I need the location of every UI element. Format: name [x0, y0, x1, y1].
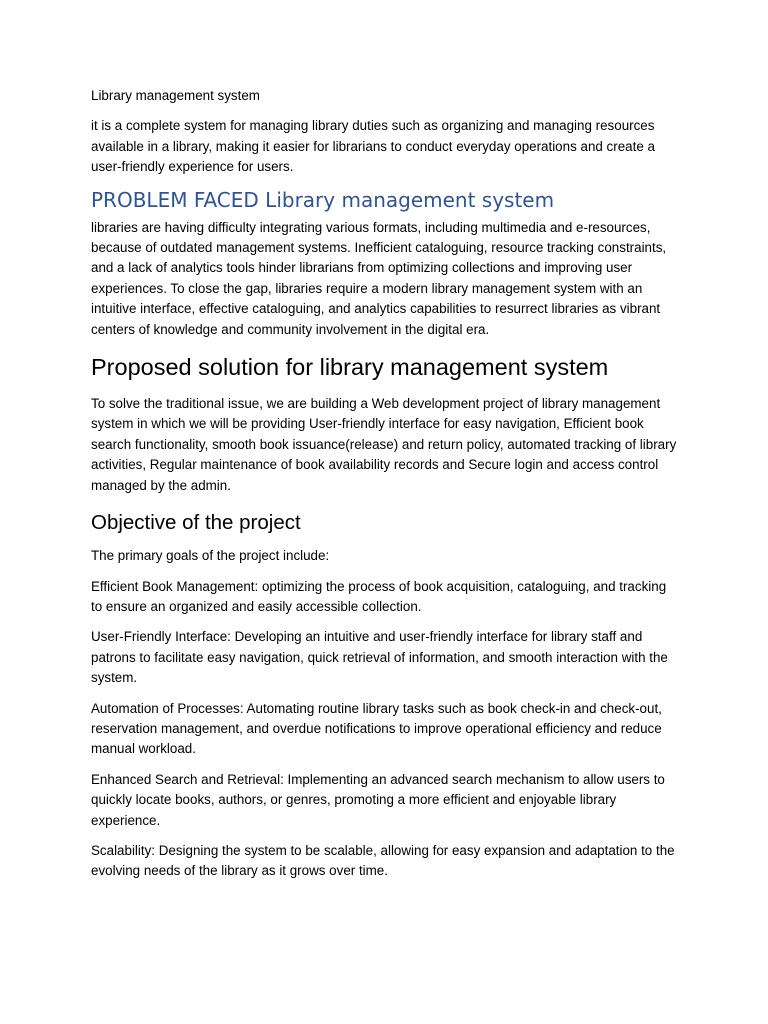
problem-heading: PROBLEM FACED Library management system	[91, 187, 555, 212]
document-title: Library management system	[91, 88, 260, 103]
objective-item: Efficient Book Management: optimizing the process of book acquisition, cataloguing, and tracking to ensure an organized and easily accessible collection.	[91, 578, 667, 614]
objective-intro: The primary goals of the project include:	[91, 548, 330, 564]
objective-item: Automation of Processes: Automating routine library tasks such as book check-in and check-out, reservation management, and overdue notifications to improve operational efficiency and reduce manual workload.	[91, 700, 662, 757]
intro-paragraph: it is a complete system for managing library duties such as organizing and managing resources available in a library, making it easier for librarians to conduct everyday operations and create a user-friendly experience for users.	[91, 118, 655, 175]
objective-item: User-Friendly Interface: Developing an intuitive and user-friendly interface for library staff and patrons to facilitate easy navigation, quick retrieval of information, and smooth interaction with the system.	[91, 629, 668, 686]
objective-item: Enhanced Search and Retrieval: Implementing an advanced search mechanism to allow users to quickly locate books, authors, or genres, promoting a more efficient and enjoyable library experience.	[91, 771, 665, 828]
objective-heading: Objective of the project	[91, 511, 301, 535]
document-page	[91, 86, 681, 892]
problem-paragraph: libraries are having difficulty integrating various formats, including multimedia and e-resources, because of outdated management systems. Inefficient cataloguing, resource tracking constraints, and a lack of analytics tools hinder librarians from optimizing collections and improving user experiences. To close the gap, libraries require a modern library management system with an intuitive interface, effective cataloguing, and analytics capabilities to resurrect libraries as vibrant centers of knowledge and community involvement in the digital era.	[91, 219, 667, 337]
solution-heading: Proposed solution for library management system	[91, 354, 609, 381]
solution-paragraph: To solve the traditional issue, we are building a Web development project of library management system in which we will be providing User-friendly interface for easy navigation, Efficient book search functionality, smooth book issuance(release) and return policy, automated tracking of library activities, Regular maintenance of book availability records and Secure login and access control managed by the admin.	[91, 396, 677, 493]
objective-item: Scalability: Designing the system to be scalable, allowing for easy expansion and adaptation to the evolving needs of the library as it grows over time.	[91, 842, 675, 879]
